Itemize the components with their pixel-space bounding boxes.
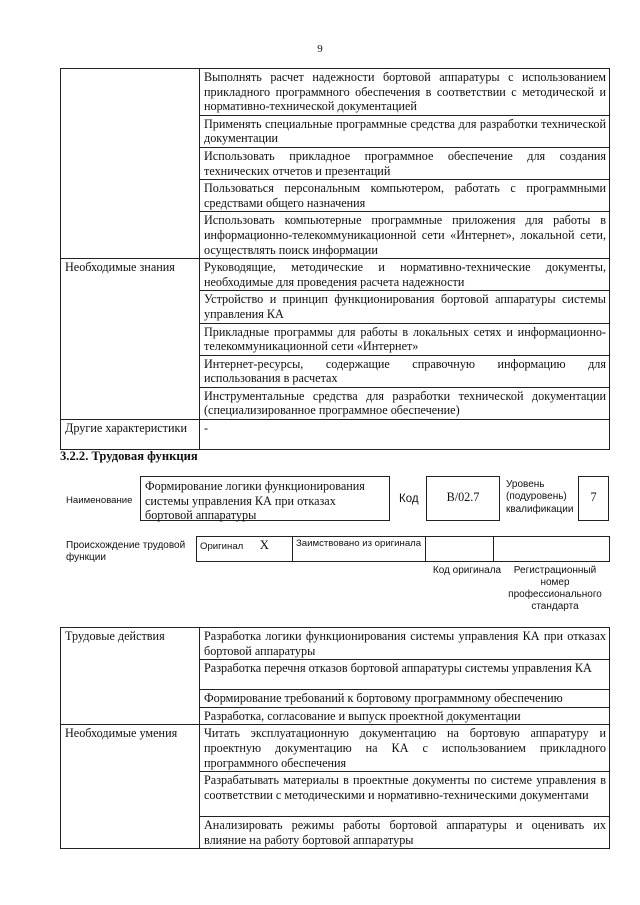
row-content: Разрабатывать материалы в проектные документы по системе управления в соответствии с методическими и нормативно-техническими документами: [200, 772, 610, 817]
row-content: Разработка логики функционирования системы управления КА при отказах бортовой аппаратуры: [200, 628, 610, 660]
row-content: Разработка, согласование и выпуск проектной документации: [200, 707, 610, 725]
code-label: Код: [399, 493, 419, 505]
qualification-level-label: Уровень (подуровень) квалификации: [506, 479, 574, 515]
row-content: Руководящие, методические и нормативно-технические документы, необходимые для проведения расчета надежности: [200, 259, 610, 291]
section-heading: 3.2.2. Трудовая функция: [60, 449, 198, 463]
row-content: Интернет-ресурсы, содержащие справочную информацию для использования в расчетах: [200, 355, 610, 387]
qualification-level-field: 7: [578, 476, 609, 521]
table-row: [61, 259, 610, 291]
table-row: [61, 69, 610, 116]
row-content: -: [200, 420, 610, 450]
requirements-table-bottom: [60, 627, 610, 849]
reg-number-cell: [494, 537, 610, 562]
row-content: Выполнять расчет надежности бортовой аппаратуры с использованием прикладного программного обеспечения в соответствии с методической и нормативно-технической документацией: [200, 69, 610, 116]
row-label: Необходимые знания: [61, 259, 200, 420]
row-content: Разработка перечня отказов бортовой аппаратуры системы управления КА: [200, 660, 610, 690]
row-content: Применять специальные программные средства для разработки технической документации: [200, 115, 610, 147]
original-cell: [197, 537, 293, 562]
origin-table: [196, 536, 610, 562]
row-content: Использовать прикладное программное обеспечение для создания технических отчетов и презентаций: [200, 147, 610, 179]
row-label: Другие характеристики: [61, 420, 200, 450]
row-content: Прикладные программы для работы в локальных сетях и информационно-телекоммуникационной сети «Интернет»: [200, 323, 610, 355]
code-field: B/02.7: [426, 476, 500, 521]
row-content: Формирование требований к бортовому программному обеспечению: [200, 690, 610, 708]
original-mark: X: [259, 537, 270, 552]
requirements-table-top: [60, 68, 610, 450]
original-label: Оригинал: [200, 541, 244, 552]
borrowed-label: Заимствовано из оригинала: [293, 537, 426, 562]
table-row: [61, 628, 610, 660]
table-row: [61, 725, 610, 772]
name-label: Наименование: [66, 495, 133, 506]
row-content: Анализировать режимы работы бортовой аппаратуры и оценивать их влияние на работу бортовой аппаратуры: [200, 817, 610, 849]
code-origin-label: Код оригинала: [432, 565, 502, 576]
row-content: Использовать компьютерные программные приложения для работы в информационно-телекоммуникационной сети «Интернет», локальной сети, осуществлять поиск информации: [200, 212, 610, 259]
row-label: Трудовые действия: [61, 628, 200, 725]
reg-number-label: Регистрационный номер профессионального стандарта: [508, 565, 602, 612]
row-content: Инструментальные средства для разработки технической документации (специализированное программное обеспечение): [200, 387, 610, 419]
row-content: Пользоваться персональным компьютером, работать с программными средствами общего назначения: [200, 180, 610, 212]
origin-label: Происхождение трудовой функции: [66, 540, 186, 563]
row-label: Необходимые умения: [61, 725, 200, 849]
row-label: [61, 69, 200, 259]
row-content: Читать эксплуатационную документацию на бортовую аппаратуру и проектную документацию на КА с использованием прикладного программного обеспечения: [200, 725, 610, 772]
function-name-field: Формирование логики функционирования системы управления КА при отказах бортовой аппаратуры: [140, 476, 390, 521]
page-number: 9: [317, 43, 323, 55]
row-content: Устройство и принцип функционирования бортовой аппаратуры системы управления КА: [200, 291, 610, 323]
table-row: [61, 420, 610, 450]
code-origin-cell: [426, 537, 494, 562]
